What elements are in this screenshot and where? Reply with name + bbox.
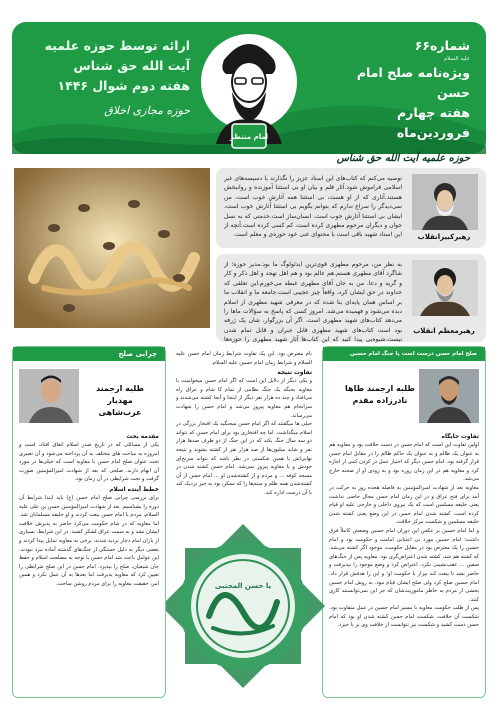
right-paragraph-1: اولین تفاوت این است که امام حسن در دست خلافت بود و معاویه هم به عنوان یک ظالم و به عنوان یک حاکم ظالم را در مقابل امام حسن قرار گرفته بود. امام حسن دیگر که اختیار عمل در کردن کمی از اجازه کرد و معاویه هم در این زمان زوره بود و به زودی او از صحنه خارج می‌شد. [329, 442, 479, 483]
left-subheading-2: خطط آینده اسلام [109, 486, 159, 493]
article-right-author [323, 361, 485, 431]
header-left-block [30, 36, 190, 120]
newsletter-tag: علیه السلام [443, 56, 470, 62]
article-left-header: چرایی صلح [13, 347, 165, 361]
article-left-author [13, 361, 165, 431]
right-paragraph-4: پس از طلب حکومت معاویه با مسیر امام حسین در عمل متفاوت بود. شکست آن خلافت، شکست امام حسن کشته شدن او بود که امام حسن دست کشید و شکست نیز نتوانست از خلافت وی بر پا خیزد. [329, 605, 479, 629]
author-photo-right [419, 369, 479, 423]
author-name-right: طلبه ارجمند طاها نادرزاده مقدم [345, 384, 415, 405]
school-name: آیت الله حق شناس [73, 58, 190, 73]
calligraphy-photo [14, 168, 210, 328]
middle-paragraph-1: نام معترض بود. این یک تفاوت شرایط زمان امام حسن علیه السلام و شرایط زمان امام حسین علیه السلام. [176, 351, 312, 366]
imam-hasan-calligraphy-emblem [172, 518, 314, 694]
article-right-column [322, 346, 486, 698]
emblem-text: یا حسن المجتبی [214, 582, 272, 590]
week-date: هفته چهارم فروردین‌ماه [396, 105, 470, 140]
leader-portrait-1 [412, 174, 478, 230]
issue-number: شماره۶۶ [414, 38, 470, 53]
article-left-column [12, 346, 166, 698]
leader-portrait-2 [412, 260, 478, 316]
right-paragraph-2: معاویه بعد از شهادت امیرالمؤمنین به فاصله هجده روز به حرکت در آمد برای فتح عراق و در این زمان امام حسن مجال خاصی نداشت یعنی خلیفه مسلمین است که یک نیروی داخلی و خارجی علیه او قیام کرده است. کشته شدن امام حسن در این وضع یعنی کشته شدن خلیفه مسلمین و شکست مرکز خلافت. [329, 484, 479, 526]
left-paragraph-1: یکی از مسائلی که در تاریخ صدر اسلام اتفاق افتاد، است و امروزه به مباحث های مختلف به آن پرداخته می‌شود و آن تعبیری تحت عنوان صلح امام حسن با معاویه است که خیلی‌ها در مورد آن ابهام دارند. صلحی که بعد از شهادت امیرالمؤمنین صورت گرفت و تحت شرایطی در آن زمان بود. [19, 442, 159, 483]
header-banner [12, 22, 486, 164]
header-right-block [320, 36, 470, 167]
middle-subheading-1: تفاوت نتیجه [277, 370, 312, 377]
logo-text: امام منتظر [229, 133, 269, 141]
quote-2-caption: رهبرمعظم انقلاب [413, 326, 475, 335]
quote-1-caption: رهبرکبیرانقلاب [417, 232, 471, 241]
quote-1-text: توصیه می‌کنم که کتاب‌های این استاد عزیز را نگذارند با دسیسه‌های غیر اسلامی فراموش شود.آثار قلم و بیان او بی استثنا آموزنده و روانبخش هستند.آثاری که از او هست، بی استثنا همه آثارش خوب است، من نمی‌دیدگر را سراغ ندارم که بتوانم بگویم بی استثنا آثارش خوب است، ایشان بی استثنا آثارش خوب است. انسان‌ساز است.خدمتی که به نسل جوان و دیگران مرحوم مطهری کرده است، کم کسی کرده است.آنچه از این استاد شهید باقی است با محتوای غنی خود حوزه‌ی و معلم است. [224, 175, 402, 239]
left-paragraph-2: برای بررسی چرایی صلح امام حسن (ع) باید ابتدا شرایط آن دوره را بشناسیم. بعد از شهادت امیرالمؤمنین حسن بن علی علیه السلام، مردم با امام حسن بیعت کردند و او خلیفه مسلمانان شد. اما معاویه که در شام حکومت می‌کرد حاضر به پذیرش خلافت ایشان نشد و به سمت عراق لشکر کشید. در این شرایط، بسیاری از یاران امام دچار تردید شدند، برخی به معاویه تمایل پیدا کردند و بعضی دیگر به دلیل خستگی از جنگ‌های گذشته آماده نبرد نبودند. این عوامل باعث شد امام حسن با توجه به مصلحت اسلام و حفظ جان شیعیان، صلح را بپذیرد. امام حسن در این صلح شرایطی را تعیین کرد که معاویه پذیرفت اما بعدها به آن عمل نکرد و همین امر، حقیقت معاویه را برای مردم روشن ساخت. [19, 494, 159, 587]
middle-paragraph-3: خیلی ها میگفتند که اگر امام حسن میجنگید یک افتخار بزرگی در اسلام میگذاشت. اما چه افتخاری بود برای امام حسن که نتواند دو سه سال جنگ بکند که در این جنگ از دو طرف صدها هزار نفر و شاید میلیون‌ها از صد هزار نفر از کشته بشوند و نتیجه نهایی‌اش با همین شکستی در نظر باشد که بتواند سرنخ‌ای خودش و با معاویه پیروز نمی‌شد. امام حسن کشته شدن در مسجد کوفه ... و مردم و از کشته‌شدن او ... امام حسن از آن کشته‌شدن همه ظلم و ستم‌ها را که ممکن بود به خیر نزدیک کند با آن درست اداره کند. [176, 421, 312, 496]
cleric-portrait-illustration [194, 24, 304, 152]
author-name-left: طلبه ارجمند مهدیار عرب‌شاهی [95, 384, 145, 417]
right-subheading-1: تفاوت جایگاه [441, 434, 479, 440]
school-signature: حوزه علمیه آیت الله حق شناس [336, 153, 470, 164]
middle-paragraph-2: و یکی دیگر از دلایل این است که اگر امام حسن میخواست با معاویه بجنگد یک جنگ نظامی از تمام کا شام و عراق راه می‌افتاد و چند ده هزار نفر دیگر از اینجا و آنجا کشته می‌شدند و سرانجام هم معاویه پیروز می‌شد و امام حسن را شهادت می‌رساند. [176, 378, 312, 419]
presenter-line: ارائه توسط حوزه علمیه [44, 38, 190, 53]
slogan: حوزه مجازی اخلاق [104, 104, 190, 117]
hijri-week-date: هفته دوم شوال ۱۴۴۶ [57, 78, 190, 93]
calligraphy-artwork [14, 168, 210, 328]
left-subheading-1: مقدمه بحث [126, 434, 159, 440]
newsletter-title: ویژه‌نامه صلح امام حسن [356, 65, 470, 100]
author-photo-left [19, 369, 79, 423]
article-right-header: صلح امام حسن درست است یا جنگ امام حسین [323, 347, 485, 361]
quote-card-khomeini [216, 168, 486, 248]
quote-card-khamenei [216, 254, 486, 342]
quote-2-text: به نظر من، مرحوم مطهری قوی‌ترین ایدئولوگ ما بود.مدیر حوزه؛ از شاگرد آقای مطهری هستم.هم عالم بود و هم اهل تهجد و اهل ذکر و کار و گریه و دعا. من به جان آقای مطهری غبطه می‌خورم.این تعلقی که خداوند در حق ایشان کرد، واقعاً چیز عجیبی است.جامعه ما و انقلاب ما بر اساس همان پایه‌ای بنا شده که در معرفی شهید مطهری از اسلام دیده می‌شود و فهمیده می‌شد. امروز کسی که پاسخ به سؤالات ماها را می‌دهد کتاب‌های شهید مطهری است. اگر آن بزرگوار، شان یک ژرفه بود است کتاب‌های شهید مطهری قابل جبران و قابل تمام شدن نیست.شیوه‌یی پیدا کنید که این کتاب‌ها آثار شهید مطهری را حوزه‌ها [224, 261, 402, 344]
right-paragraph-3: و اما امام حسین بر عکس این دوران امام حسین وضعش کاملاً فرق داشت؛ امام حسین مورد بی اعتنایی امامت و حکومت بود و امام حسین را یک معترض بود در مقابل حکومت، موجود اگر کشته می‌شد، که کشته هم شد، کشته شدن اعتراض‌گری بود. معاویه پس از جنگ‌های صفین ... عقب‌نشینی نکرد. اعتراض کرد و وضع موجود را نپذیرفت و حاضر نشد تا بیعت کند بیزار با حکومت او؛ و این را هدفش قرار داد. امام حسین صلح کرد ولی صلح ایشان قیام نبود. به روش امام حسین بخشی از مردم به خاطر ماموریت‌شان که جز این نمی‌توانستند کاری کنند. [329, 527, 479, 603]
